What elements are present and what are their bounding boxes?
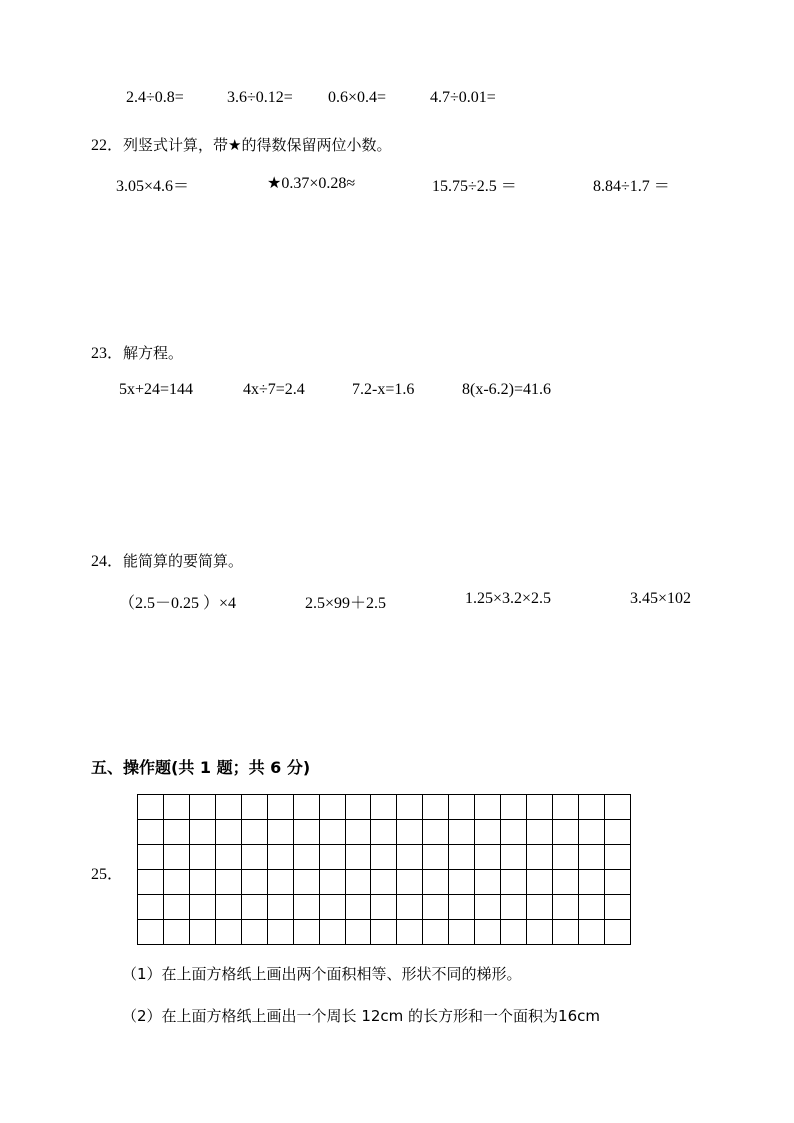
grid-cell[interactable] — [163, 795, 189, 820]
grid-cell[interactable] — [397, 870, 423, 895]
q21-expression-1: 2.4÷0.8= — [126, 89, 184, 106]
section-5-title: 五、操作题(共 1 题；共 6 分) — [91, 758, 311, 777]
grid-cell[interactable] — [189, 845, 215, 870]
grid-cell[interactable] — [319, 895, 345, 920]
grid-cell[interactable] — [604, 895, 630, 920]
grid-cell[interactable] — [501, 820, 527, 845]
grid-cell[interactable] — [293, 870, 319, 895]
grid-cell[interactable] — [397, 895, 423, 920]
q22-expression-1: 3.05×4.6＝ — [116, 178, 190, 195]
grid-cell[interactable] — [241, 795, 267, 820]
q23-instruction: 解方程。 — [123, 344, 184, 362]
grid-cell[interactable] — [319, 795, 345, 820]
q24-instruction: 能简算的要简算。 — [123, 552, 244, 570]
q23-equation-3: 7.2-x=1.6 — [352, 381, 415, 398]
grid-cell[interactable] — [501, 870, 527, 895]
q22-number: 22． — [91, 137, 124, 154]
grid-cell[interactable] — [267, 795, 293, 820]
grid-cell[interactable] — [241, 845, 267, 870]
grid-cell[interactable] — [189, 895, 215, 920]
q23-equation-1: 5x+24=144 — [119, 381, 194, 398]
grid-cell[interactable] — [293, 920, 319, 945]
grid-cell[interactable] — [475, 870, 501, 895]
grid-cell[interactable] — [449, 845, 475, 870]
grid-cell[interactable] — [371, 820, 397, 845]
grid-cell[interactable] — [189, 870, 215, 895]
grid-cell[interactable] — [215, 870, 241, 895]
grid-cell[interactable] — [371, 795, 397, 820]
grid-cell[interactable] — [423, 895, 449, 920]
grid-cell[interactable] — [553, 920, 579, 945]
grid-cell[interactable] — [371, 870, 397, 895]
q21-expression-2: 3.6÷0.12= — [227, 89, 293, 106]
grid-cell[interactable] — [163, 870, 189, 895]
grid-cell[interactable] — [345, 920, 371, 945]
grid-cell[interactable] — [267, 870, 293, 895]
grid-row — [138, 895, 631, 920]
grid-cell[interactable] — [241, 920, 267, 945]
grid-cell[interactable] — [423, 820, 449, 845]
grid-cell[interactable] — [241, 895, 267, 920]
grid-cell[interactable] — [527, 870, 553, 895]
grid-cell[interactable] — [241, 870, 267, 895]
q23-number: 23． — [91, 345, 124, 362]
grid-cell[interactable] — [293, 895, 319, 920]
grid-cell[interactable] — [215, 895, 241, 920]
grid-cell[interactable] — [189, 795, 215, 820]
grid-row — [138, 820, 631, 845]
grid-cell[interactable] — [423, 845, 449, 870]
grid-cell[interactable] — [604, 845, 630, 870]
grid-cell[interactable] — [293, 820, 319, 845]
grid-cell[interactable] — [501, 795, 527, 820]
grid-cell[interactable] — [604, 920, 630, 945]
grid-cell[interactable] — [449, 820, 475, 845]
grid-cell[interactable] — [553, 820, 579, 845]
q23-heading — [91, 340, 183, 363]
grid-cell[interactable] — [397, 920, 423, 945]
grid-cell[interactable] — [267, 820, 293, 845]
grid-cell[interactable] — [475, 820, 501, 845]
grid-cell[interactable] — [397, 795, 423, 820]
square-grid-paper[interactable] — [137, 794, 631, 945]
grid-cell[interactable] — [578, 870, 604, 895]
grid-cell[interactable] — [163, 845, 189, 870]
grid-cell[interactable] — [293, 845, 319, 870]
q24-expression-2: 2.5×99＋2.5 — [305, 595, 387, 612]
grid-cell[interactable] — [267, 895, 293, 920]
grid-cell[interactable] — [475, 920, 501, 945]
grid-cell[interactable] — [501, 845, 527, 870]
grid-cell[interactable] — [604, 795, 630, 820]
grid-cell[interactable] — [553, 845, 579, 870]
grid-cell[interactable] — [501, 895, 527, 920]
grid-cell[interactable] — [423, 795, 449, 820]
grid-cell[interactable] — [215, 795, 241, 820]
grid-cell[interactable] — [138, 795, 164, 820]
grid-cell[interactable] — [138, 895, 164, 920]
grid-cell[interactable] — [578, 795, 604, 820]
grid-cell[interactable] — [189, 920, 215, 945]
grid-cell[interactable] — [241, 820, 267, 845]
grid-cell[interactable] — [527, 845, 553, 870]
q24-expression-1: （2.5－0.25 ）×4 — [119, 595, 237, 612]
grid-cell[interactable] — [578, 845, 604, 870]
grid-cell[interactable] — [319, 820, 345, 845]
q22-expression-4: 8.84÷1.7 ＝ — [593, 178, 670, 195]
q22-heading — [91, 132, 391, 155]
q22-instruction: 列竖式计算，带★的得数保留两位小数。 — [123, 136, 392, 154]
q21-expression-3: 0.6×0.4= — [328, 89, 387, 106]
grid-cell[interactable] — [397, 820, 423, 845]
q24-expression-4: 3.45×102 — [630, 590, 692, 607]
grid-cell[interactable] — [475, 795, 501, 820]
grid-cell[interactable] — [293, 795, 319, 820]
grid-cell[interactable] — [527, 795, 553, 820]
grid-cell[interactable] — [138, 920, 164, 945]
grid-cell[interactable] — [423, 920, 449, 945]
q24-expression-3: 1.25×3.2×2.5 — [465, 590, 552, 607]
grid-cell[interactable] — [475, 895, 501, 920]
grid-cell[interactable] — [138, 870, 164, 895]
grid-cell[interactable] — [397, 845, 423, 870]
grid-cell[interactable] — [527, 920, 553, 945]
grid-cell[interactable] — [578, 920, 604, 945]
grid-cell[interactable] — [501, 920, 527, 945]
grid-cell[interactable] — [449, 920, 475, 945]
q23-equation-4: 8(x-6.2)=41.6 — [462, 381, 552, 398]
grid-cell[interactable] — [423, 870, 449, 895]
grid-cell[interactable] — [604, 820, 630, 845]
grid-cell[interactable] — [138, 845, 164, 870]
grid-cell[interactable] — [371, 920, 397, 945]
q21-expression-4: 4.7÷0.01= — [430, 89, 496, 106]
grid-cell[interactable] — [319, 870, 345, 895]
q25-number: 25． — [91, 866, 124, 883]
grid-cell[interactable] — [163, 895, 189, 920]
q22-expression-3: 15.75÷2.5 ＝ — [432, 178, 517, 195]
grid-cell[interactable] — [527, 820, 553, 845]
grid-cell[interactable] — [553, 870, 579, 895]
grid-cell[interactable] — [449, 895, 475, 920]
grid-row — [138, 870, 631, 895]
grid-cell[interactable] — [371, 845, 397, 870]
grid-cell[interactable] — [578, 820, 604, 845]
grid-cell[interactable] — [163, 820, 189, 845]
grid-row — [138, 845, 631, 870]
q22-expression-2: ★0.37×0.28≈ — [267, 175, 356, 192]
q23-equation-2: 4x÷7=2.4 — [243, 381, 305, 398]
grid-cell[interactable] — [449, 870, 475, 895]
grid-cell[interactable] — [215, 845, 241, 870]
grid-cell[interactable] — [604, 870, 630, 895]
grid-cell[interactable] — [345, 845, 371, 870]
grid-cell[interactable] — [371, 895, 397, 920]
grid-cell[interactable] — [578, 895, 604, 920]
grid-cell[interactable] — [319, 845, 345, 870]
grid-cell[interactable] — [189, 820, 215, 845]
grid-cell[interactable] — [345, 870, 371, 895]
q24-heading — [91, 548, 243, 571]
q24-number: 24． — [91, 553, 124, 570]
grid-cell[interactable] — [345, 795, 371, 820]
grid-cell[interactable] — [267, 845, 293, 870]
grid-cell[interactable] — [163, 920, 189, 945]
grid-cell[interactable] — [449, 795, 475, 820]
grid-row — [138, 795, 631, 820]
q25-part-2: （2）在上面方格纸上画出一个周长 12cm 的长方形和一个面积为16cm — [122, 1007, 600, 1025]
grid-cell[interactable] — [527, 895, 553, 920]
grid-cell[interactable] — [553, 895, 579, 920]
grid-cell[interactable] — [475, 845, 501, 870]
grid-row — [138, 920, 631, 945]
grid-cell[interactable] — [138, 820, 164, 845]
grid-cell[interactable] — [215, 920, 241, 945]
grid-cell[interactable] — [553, 795, 579, 820]
q25-part-1: （1）在上面方格纸上画出两个面积相等、形状不同的梯形。 — [122, 965, 522, 983]
grid-cell[interactable] — [215, 820, 241, 845]
grid-cell[interactable] — [345, 895, 371, 920]
grid-cell[interactable] — [267, 920, 293, 945]
grid-cell[interactable] — [345, 820, 371, 845]
grid-cell[interactable] — [319, 920, 345, 945]
